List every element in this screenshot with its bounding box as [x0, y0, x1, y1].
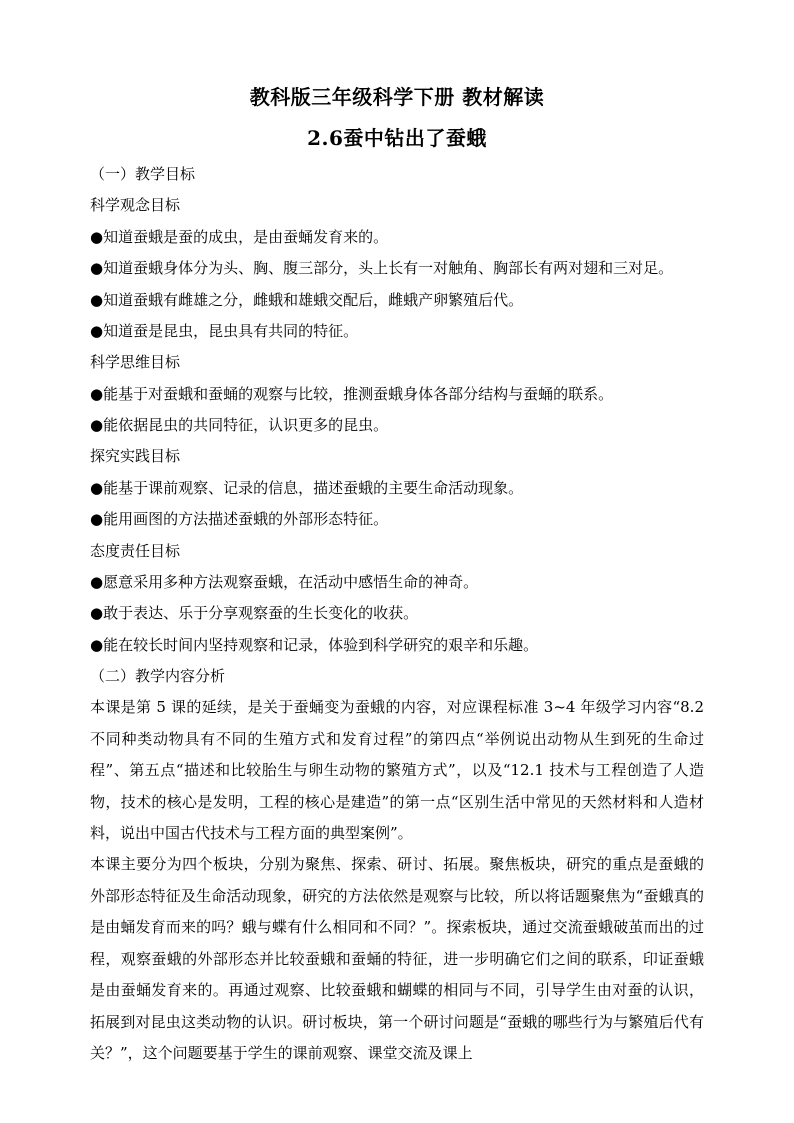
section-heading-teaching-goals: （一）教学目标: [90, 165, 196, 183]
goal-item: ●敢于表达、乐于分享观察蚕的生长变化的收获。: [90, 604, 419, 622]
document-title: 教科版三年级科学下册 教材解读: [249, 85, 545, 109]
goal-item: ●知道蚕蛾是蚕的成虫，是由蚕蛹发育来的。: [90, 228, 389, 246]
subsection-heading-attitude-responsibility: 态度责任目标: [90, 542, 181, 560]
goal-item: ●能在较长时间内坚持观察和记录，体验到科学研究的艰辛和乐趣。: [90, 636, 539, 654]
section-heading-content-analysis: （二）教学内容分析: [90, 667, 226, 685]
content-paragraph: 本课是第 5 课的延续，是关于蚕蛹变为蚕蛾的内容，对应课程标准 3~4 年级学习内容“8.2 不同种类动物具有不同的生殖方式和发育过程”的第四点“举例说出动物从生到死的生命过程”、第五点“描述和比较胎生与卵生动物的繁殖方式”，以及“12.1 技术与工程创造了人造物，技术的核心是发明，工程的核心是建造”的第一点“区别生活中常见的天然材料和人造材料，说出中国古代技术与工程方面的典型案例”。: [90, 698, 704, 842]
goal-item: ●知道蚕是昆虫，昆虫具有共同的特征。: [90, 322, 359, 340]
goal-item: ●知道蚕蛾有雌雄之分，雌蛾和雄蛾交配后，雌蛾产卵繁殖后代。: [90, 291, 524, 309]
lesson-title: 2.6蚕中钻出了蚕蛾: [307, 126, 487, 150]
goal-item: ●能用画图的方法描述蚕蛾的外部形态特征。: [90, 510, 389, 528]
goal-item: ●愿意采用多种方法观察蚕蛾，在活动中感悟生命的神奇。: [90, 573, 479, 591]
subsection-heading-science-concept: 科学观念目标: [90, 196, 181, 214]
subsection-heading-science-thinking: 科学思维目标: [90, 353, 181, 371]
content-paragraph: 本课主要分为四个板块，分别为聚焦、探索、研讨、拓展。聚焦板块，研究的重点是蚕蛾的外部形态特征及生命活动现象，研究的方法依然是观察与比较，所以将话题聚焦为“蚕蛾真的是由蛹发育而来的吗？蛾与蝶有什么相同和不同？”。探索板块，通过交流蚕蛾破茧而出的过程，观察蚕蛾的外部形态并比较蚕蛾和蚕蛹的特征，进一步明确它们之间的联系，印证蚕蛾是由蚕蛹发育来的。再通过观察、比较蚕蛾和蝴蝶的相同与不同，引导学生由对蚕的认识，拓展到对昆虫这类动物的认识。研讨板块，第一个研讨问题是“蚕蛾的哪些行为与繁殖后代有关？”，这个问题要基于学生的课前观察、课堂交流及课上: [90, 855, 704, 1062]
goal-item: ●知道蚕蛾身体分为头、胸、腹三部分，头上长有一对触角、胸部长有两对翅和三对足。: [90, 259, 674, 277]
goal-item: ●能依据昆虫的共同特征，认识更多的昆虫。: [90, 416, 389, 434]
goal-item: ●能基于对蚕蛾和蚕蛹的观察与比较，推测蚕蛾身体各部分结构与蚕蛹的联系。: [90, 385, 614, 403]
subsection-heading-inquiry-practice: 探究实践目标: [90, 447, 181, 465]
goal-item: ●能基于课前观察、记录的信息，描述蚕蛾的主要生命活动现象。: [90, 479, 524, 497]
